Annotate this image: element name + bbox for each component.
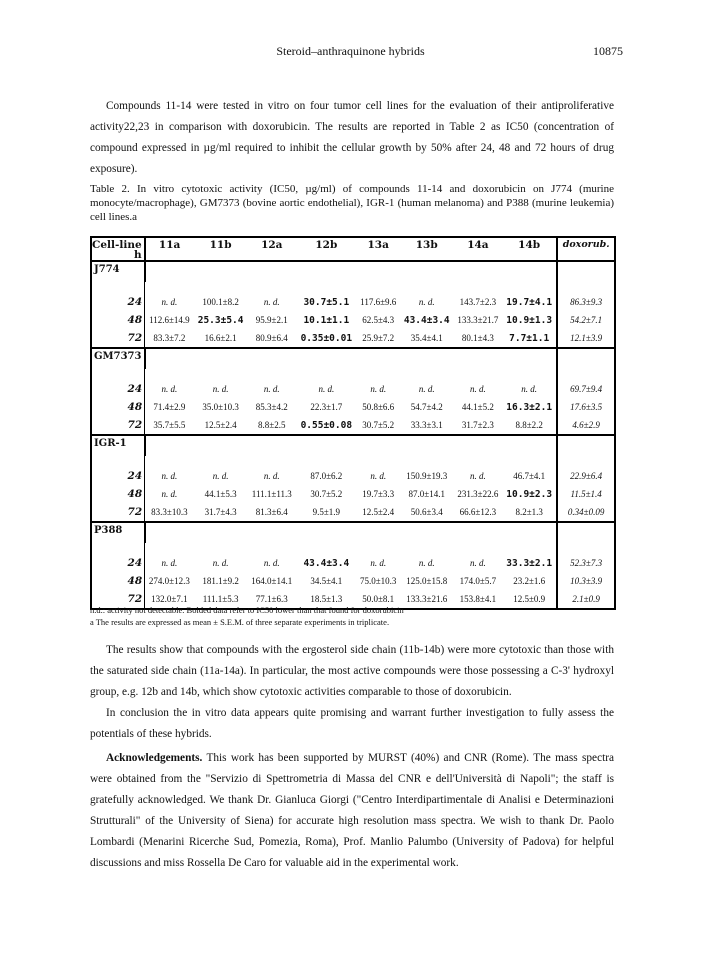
hours-cell: 72 [91,416,145,435]
value-cell: 71.4±2.9 [153,402,186,412]
value-cell: 133.3±21.7 [457,315,499,325]
value-cell [454,467,502,485]
value-cell: 80.1±4.3 [454,329,502,348]
not-detectable-value: n. d. [161,297,178,307]
value-cell: 111.1±5.3 [194,590,248,609]
value-cell: 8.8±2.5 [248,416,296,435]
value-cell: 30.7±5.2 [357,416,400,435]
not-detectable-value: n. d. [418,297,435,307]
value-cell [145,467,194,485]
intro-paragraph: Compounds 11-14 were tested in vitro on four tumor cell lines for the evaluation of their antiproliferative activity22,23 in comparison with doxorubicin. The results are reported in Table 2 as IC50 (concentration of compound expressed in µg/ml required to inhibit the cellular growth by 50% after 24, 48 and 72 hours of drug exposure). [90,100,614,175]
not-detectable-value: n. d. [263,384,280,394]
conclusion-paragraph: In conclusion the in vitro data appears quite promising and warrant further investigation to fully assess the potentials of these hybrids. [90,707,614,740]
value-cell: 95.9±2.1 [255,315,288,325]
group-spacer [145,522,558,543]
value-cell: 19.7±3.3 [362,489,395,499]
value-cell: 34.5±4.1 [310,576,343,586]
value-cell: 31.7±2.3 [454,416,502,435]
value-cell [357,554,400,572]
value-cell [145,293,194,311]
not-detectable-value: n. d. [161,384,178,394]
bold-value: 10.9±2.3 [506,488,553,500]
cell-line-name: IGR-1 [91,435,145,456]
bold-value: 7.7±1.1 [509,332,550,344]
spacer-cell [145,282,558,293]
value-cell: 85.3±4.2 [255,402,288,412]
value-cell: 35.0±10.3 [202,402,239,412]
value-cell: 0.34±0.09 [557,503,615,522]
value-cell: 8.2±1.3 [502,503,557,522]
value-cell [502,329,557,348]
value-cell: 46.7±4.1 [513,471,546,481]
value-cell [248,554,296,572]
cell-line-name: GM7373 [91,348,145,369]
value-cell [248,467,296,485]
value-cell: 52.3±7.3 [557,554,615,572]
not-detectable-value: n. d. [470,558,486,568]
value-cell [194,554,248,572]
value-cell: 23.2±1.6 [513,576,546,586]
cell-line-header [91,237,145,261]
value-cell [145,485,194,503]
value-cell: 81.3±6.4 [248,503,296,522]
value-cell: 50.0±8.1 [357,590,400,609]
group-spacer [557,435,615,456]
spacer-cell [557,543,615,554]
value-cell: 77.1±6.3 [248,590,296,609]
value-cell [296,554,357,572]
not-detectable-value: n. d. [161,558,178,568]
footnote-a: a The results are expressed as mean ± S.E.M. of three separate experiments in triplicate. [90,617,390,627]
value-cell: 35.4±4.1 [400,329,454,348]
hours-cell: 24 [91,380,145,398]
value-cell: 66.6±12.3 [454,503,502,522]
acknowledgements-title: Acknowledgements. [106,752,203,764]
group-spacer [145,261,558,282]
group-spacer [145,348,558,369]
hours-cell: 72 [91,590,145,609]
running-title: Steroid–anthraquinone hybrids [276,44,425,58]
value-cell [502,380,557,398]
bold-value: 25.3±5.4 [197,314,244,326]
bold-value: 10.1±1.1 [303,314,350,326]
value-cell [194,380,248,398]
results-paragraph: The results show that compounds with the ergosterol side chain (11b-14b) were more cytotoxic than those with the saturated side chain (11a-14a). In particular, the most active compounds were those possessing a C-3' hydroxyl group, e.g. 12b and 14b, which show cytotoxic activities comparable to those of doxorubicin. [90,644,614,698]
column-header: 11b [194,237,248,261]
value-cell: 164.0±14.1 [251,576,293,586]
value-cell: 4.6±2.9 [557,416,615,435]
value-cell: 153.8±4.1 [454,590,502,609]
value-cell: 22.9±6.4 [557,467,615,485]
bold-value: 43.4±3.4 [303,557,350,569]
not-detectable-value: n. d. [521,384,538,394]
table-group-row [91,435,615,456]
value-cell: 133.3±21.6 [400,590,454,609]
hours-cell: 72 [91,329,145,348]
table-caption: Table 2. In vitro cytotoxic activity (IC50, µg/ml) of compounds 11-14 and doxorubicin on J774 (murine monocyte/macrophage), GM7373 (bovine aortic endothelial), IGR-1 (human melanoma) and P388 (murine leukemia) cell lines.a [90,183,614,223]
column-header: 13a [357,237,400,261]
value-cell [296,293,357,311]
not-detectable-value: n. d. [370,384,387,394]
value-cell: 8.8±2.2 [502,416,557,435]
not-detectable-value: n. d. [470,384,486,394]
bold-value: 0.35±0.01 [300,332,353,344]
value-cell [454,380,502,398]
value-cell: 143.7±2.3 [459,297,497,307]
value-cell: 132.0±7.1 [145,590,194,609]
bold-value: 43.4±3.4 [403,314,450,326]
value-cell: 10.3±3.9 [557,572,615,590]
hours-cell: 48 [91,398,145,416]
hours-cell: 48 [91,572,145,590]
value-cell: 22.3±1.7 [310,402,343,412]
value-cell: 12.5±0.9 [502,590,557,609]
table-header-row [91,237,615,261]
group-spacer [557,348,615,369]
table-group-row [91,348,615,369]
not-detectable-value: n. d. [370,471,387,481]
column-header: 14a [454,237,502,261]
cell-line-header-label: Cell-line [92,239,142,251]
group-spacer [557,261,615,282]
value-cell [502,485,557,503]
group-spacer [145,435,558,456]
bold-value: 10.9±1.3 [506,314,553,326]
table-row [91,503,615,522]
value-cell [400,293,454,311]
not-detectable-value: n. d. [263,471,280,481]
value-cell: 44.1±5.2 [461,402,494,412]
value-cell [194,311,248,329]
cell-line-name: J774 [91,261,145,282]
spacer-row [91,543,615,554]
table-row [91,329,615,348]
value-cell: 69.7±9.4 [557,380,615,398]
not-detectable-value: n. d. [470,471,486,481]
column-header: 11a [145,237,194,261]
value-cell: 31.7±4.3 [194,503,248,522]
not-detectable-value: n. d. [418,558,435,568]
acknowledgements-paragraph [90,748,614,874]
value-cell [296,329,357,348]
value-cell: 33.3±3.1 [400,416,454,435]
value-cell: 231.3±22.6 [457,489,499,499]
spacer-row [91,456,615,467]
spacer-cell [91,369,145,380]
value-cell: 75.0±10.3 [359,576,397,586]
value-cell: 83.3±10.3 [145,503,194,522]
spacer-cell [91,543,145,554]
hours-cell: 48 [91,311,145,329]
hours-cell: 72 [91,503,145,522]
footnote-nd: n.d.: activity not detectable. Bolded data refer to IC50 lower than that found for doxorubicin [90,605,404,615]
value-cell: 30.7±5.2 [310,489,343,499]
value-cell [296,380,357,398]
value-cell: 35.7±5.5 [145,416,194,435]
table-row [91,416,615,435]
value-cell [248,293,296,311]
value-cell [145,554,194,572]
not-detectable-value: n. d. [370,558,387,568]
table-row [91,293,615,311]
value-cell: 87.0±14.1 [408,489,445,499]
value-cell [400,554,454,572]
cell-line-name: P388 [91,522,145,543]
value-cell [357,467,400,485]
table-row [91,467,615,485]
page-number: 10875 [593,44,623,58]
hours-cell: 24 [91,467,145,485]
not-detectable-value: n. d. [263,558,280,568]
table-row [91,485,615,503]
not-detectable-value: n. d. [161,489,178,499]
value-cell: 83.3±7.2 [145,329,194,348]
value-cell: 111.1±11.3 [251,489,292,499]
spacer-row [91,282,615,293]
not-detectable-value: n. d. [161,471,178,481]
column-header: 12b [296,237,357,261]
table-row [91,554,615,572]
value-cell: 16.6±2.1 [194,329,248,348]
column-header: 14b [502,237,557,261]
value-cell: 117.6±9.6 [360,297,397,307]
value-cell: 12.5±2.4 [194,416,248,435]
not-detectable-value: n. d. [318,384,335,394]
value-cell [248,380,296,398]
value-cell [454,554,502,572]
spacer-cell [145,369,558,380]
value-cell [502,554,557,572]
value-cell: 274.0±12.3 [148,576,190,586]
group-spacer [557,522,615,543]
spacer-cell [557,369,615,380]
value-cell: 125.0±15.8 [406,576,448,586]
spacer-row [91,369,615,380]
hours-header-label: h [134,249,142,261]
value-cell: 12.1±3.9 [557,329,615,348]
value-cell: 112.6±14.9 [149,315,190,325]
column-header: 13b [400,237,454,261]
value-cell: 86.3±9.3 [557,293,615,311]
value-cell: 44.1±5.3 [204,489,237,499]
value-cell [502,311,557,329]
table-row [91,380,615,398]
value-cell: 100.1±8.2 [202,297,239,307]
value-cell: 50.6±3.4 [400,503,454,522]
value-cell: 18.5±1.3 [296,590,357,609]
spacer-cell [91,456,145,467]
table-body [91,261,615,609]
value-cell: 12.5±2.4 [357,503,400,522]
bold-value: 19.7±4.1 [506,296,553,308]
bold-value: 30.7±5.1 [303,296,350,308]
hours-cell: 48 [91,485,145,503]
value-cell [502,398,557,416]
bold-value: 16.3±2.1 [506,401,553,413]
value-cell: 54.7±4.2 [410,402,443,412]
spacer-cell [145,543,558,554]
spacer-cell [145,456,558,467]
value-cell [194,467,248,485]
table-group-row [91,261,615,282]
value-cell [296,416,357,435]
value-cell [400,380,454,398]
value-cell: 17.6±3.5 [557,398,615,416]
table-group-row [91,522,615,543]
value-cell: 80.9±6.4 [248,329,296,348]
spacer-cell [91,282,145,293]
bold-value: 33.3±2.1 [506,557,553,569]
results-table [90,236,616,610]
value-cell: 11.5±1.4 [557,485,615,503]
value-cell: 50.8±6.6 [362,402,395,412]
column-header: 12a [248,237,296,261]
value-cell [357,380,400,398]
not-detectable-value: n. d. [418,384,435,394]
value-cell: 62.5±4.3 [362,315,395,325]
spacer-cell [557,282,615,293]
value-cell: 25.9±7.2 [357,329,400,348]
hours-cell: 24 [91,293,145,311]
not-detectable-value: n. d. [212,558,229,568]
column-header: doxorub. [557,237,615,261]
value-cell: 150.9±19.3 [406,471,448,481]
value-cell: 2.1±0.9 [557,590,615,609]
value-cell: 9.5±1.9 [296,503,357,522]
value-cell [145,380,194,398]
not-detectable-value: n. d. [212,471,229,481]
bold-value: 0.55±0.08 [300,419,353,431]
value-cell [296,311,357,329]
value-cell: 87.0±6.2 [310,471,343,481]
value-cell [400,311,454,329]
value-cell: 181.1±9.2 [202,576,239,586]
table-row [91,572,615,590]
value-cell: 174.0±5.7 [459,576,497,586]
not-detectable-value: n. d. [263,297,280,307]
acknowledgements-body: This work has been supported by MURST (40%) and CNR (Rome). The mass spectra were obtained from the "Servizio di Spettrometria di Massa del CNR e dell'Università di Napoli"; the staff is gratefully acknowledged. We thank Dr. Gianluca Giorgi ("Centro Interdipartimentale di Analisi e Determinazioni Strutturali" of the University of Siena) for accurate high resolution mass spectra. We wish to thank Dr. Paolo Lombardi (Menarini Ricerche Sud, Pomezia, Roma), Prof. Manlio Palumbo (University of Padova) for helpful discussions and miss Rossella De Caro for valuable aid in the experimental work. [90,752,614,869]
table-row [91,398,615,416]
not-detectable-value: n. d. [212,384,229,394]
value-cell: 54.2±7.1 [557,311,615,329]
table-row [91,311,615,329]
value-cell [502,293,557,311]
hours-cell: 24 [91,554,145,572]
spacer-cell [557,456,615,467]
